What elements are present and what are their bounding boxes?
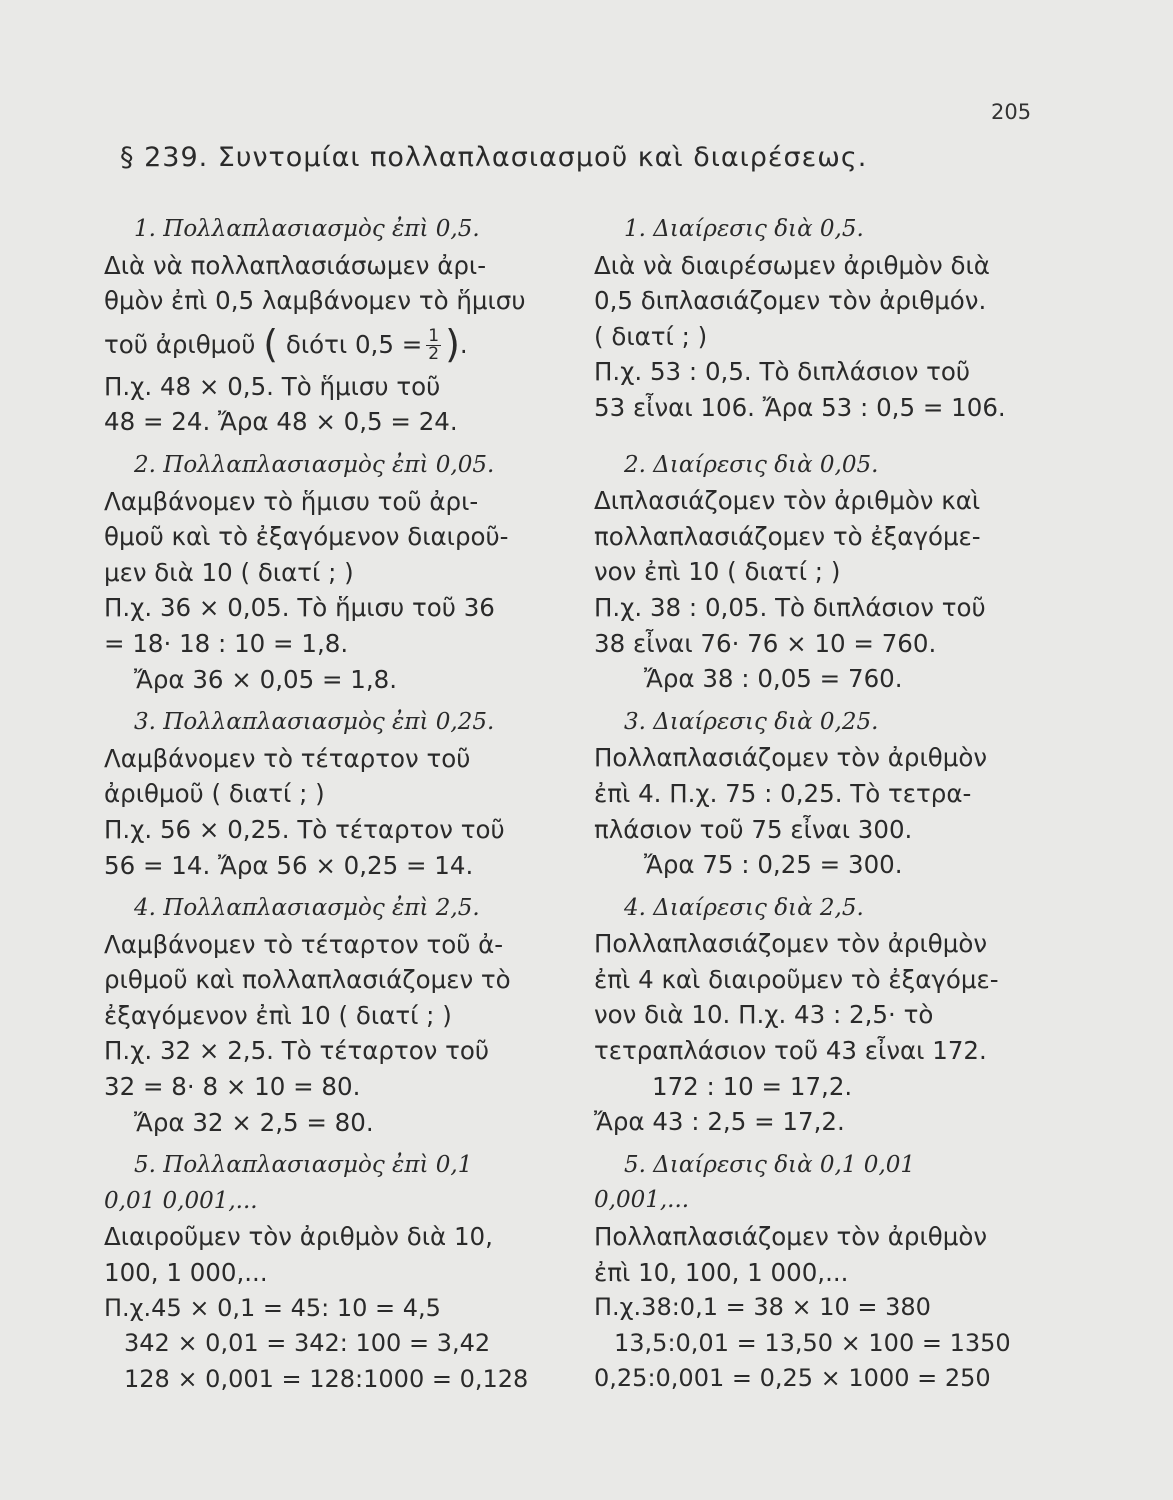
left-text-line: θμοῦ καὶ τὸ ἐξαγόμενον διαιροῦ-: [104, 522, 509, 552]
right-text-line: 0,5 διπλασιάζομεν τὸν ἀριθμόν.: [594, 286, 987, 316]
page-number: 205: [991, 100, 1032, 124]
left-text-line: Λαμβάνομεν τὸ τέταρτον τοῦ ἀ-: [104, 929, 504, 959]
right-calc-line: Π.χ.38:0,1 = 38 × 10 = 380: [594, 1293, 931, 1322]
left-text-line: 56 = 14. Ἄρα 56 × 0,25 = 14.: [104, 850, 474, 880]
right-heading-4: 4. Διαίρεσις διὰ 2,5.: [624, 894, 864, 921]
right-column: [594, 212, 1044, 1397]
left-calc-line: 128 × 0,001 = 128:1000 = 0,128: [124, 1364, 529, 1393]
right-text-line: πολλαπλασιάζομεν τὸ ἐξαγόμε-: [594, 521, 981, 551]
left-heading-4: 4. Πολλαπλασιασμὸς ἐπὶ 2,5.: [134, 895, 480, 922]
fraction-one-half: [426, 328, 441, 363]
right-text-line: Ἄρα 38 : 0,05 = 760.: [644, 664, 903, 694]
left-text-line: Ἄρα 32 × 2,5 = 80.: [134, 1107, 374, 1137]
left-heading-3: 3. Πολλαπλασιασμὸς ἐπὶ 0,25.: [134, 709, 495, 736]
right-heading-2: 2. Διαίρεσις διὰ 0,05.: [624, 451, 879, 478]
right-text-line: πλάσιον τοῦ 75 εἶναι 300.: [594, 814, 913, 844]
right-text-line: Πολλαπλασιάζομεν τὸν ἀριθμὸν: [594, 1222, 988, 1252]
right-text-line: Διπλασιάζομεν τὸν ἀριθμὸν καὶ: [594, 486, 981, 516]
left-text-line: Π.χ. 56 × 0,25. Τὸ τέταρτον τοῦ: [104, 814, 505, 844]
right-heading-5: 5. Διαίρεσις διὰ 0,1 0,01: [624, 1151, 916, 1178]
right-heading-1: 1. Διαίρεσις διὰ 0,5.: [624, 216, 864, 242]
left-heading-1: 1. Πολλαπλασιασμὸς ἐπὶ 0,5.: [134, 216, 480, 242]
right-text-line: 53 εἶναι 106. Ἄρα 53 : 0,5 = 106.: [594, 392, 1006, 422]
right-calc-line: 13,5:0,01 = 13,50 × 100 = 1350: [614, 1328, 1011, 1357]
fraction-suffix: .: [459, 329, 468, 359]
left-text-line: 32 = 8· 8 × 10 = 80.: [104, 1072, 361, 1102]
right-heading-5-cont: 0,001,...: [594, 1187, 690, 1214]
left-text-line: 48 = 24. Ἄρα 48 × 0,5 = 24.: [104, 407, 458, 437]
right-text-line: Ἄρα 75 : 0,25 = 300.: [644, 850, 903, 880]
fraction-numerator: 1: [428, 326, 440, 347]
left-heading-2: 2. Πολλαπλασιασμὸς ἐπὶ 0,05.: [134, 451, 495, 478]
left-text-line: Διὰ νὰ πολλαπλασιάσωμεν ἀρι-: [104, 250, 487, 280]
right-paren: ): [445, 321, 460, 366]
right-text-line: Ἄρα 43 : 2,5 = 17,2.: [594, 1107, 845, 1137]
right-text-line: ἐπὶ 4 καὶ διαιροῦμεν τὸ ἐξαγόμε-: [594, 964, 999, 994]
left-text-line: = 18· 18 : 10 = 1,8.: [104, 628, 349, 658]
left-text-line: Ἄρα 36 × 0,05 = 1,8.: [134, 664, 398, 694]
left-text-line: Λαμβάνομεν τὸ ἥμισυ τοῦ ἀρι-: [104, 486, 479, 516]
right-text-line: Π.χ. 53 : 0,5. Τὸ διπλάσιον τοῦ: [594, 357, 971, 387]
left-paren: (: [263, 321, 279, 366]
left-text-line: Π.χ. 36 × 0,05. Τὸ ἥμισυ τοῦ 36: [104, 593, 495, 623]
right-text-line: Πολλαπλασιάζομεν τὸν ἀριθμὸν: [594, 743, 988, 773]
left-calc-line: Π.χ.45 × 0,1 = 45: 10 = 4,5: [104, 1293, 441, 1322]
left-text-line: ριθμοῦ καὶ πολλαπλασιάζομεν τὸ: [104, 965, 511, 995]
right-text-line: νον ἐπὶ 10 ( διατί ; ): [594, 557, 841, 587]
right-text-line: 172 : 10 = 17,2.: [652, 1071, 853, 1101]
right-text-line: ( διατί ; ): [594, 321, 708, 351]
right-text-line: 38 εἶναι 76· 76 × 10 = 760.: [594, 628, 937, 658]
left-text-line: 100, 1 000,...: [104, 1258, 268, 1288]
right-text-line: νον διὰ 10. Π.χ. 43 : 2,5· τὸ: [594, 1000, 934, 1030]
right-calc-line: 0,25:0,001 = 0,25 × 1000 = 250: [594, 1364, 991, 1393]
right-heading-3: 3. Διαίρεσις διὰ 0,25.: [624, 708, 879, 735]
left-text-line: Λαμβάνομεν τὸ τέταρτον τοῦ: [104, 743, 471, 773]
left-calc-line: 342 × 0,01 = 342: 100 = 3,42: [124, 1329, 491, 1358]
right-text-line: ἐπὶ 10, 100, 1 000,...: [594, 1257, 849, 1287]
left-text-line: μεν διὰ 10 ( διατί ; ): [104, 557, 354, 587]
fraction-denominator: 2: [428, 344, 440, 365]
right-text-line: Π.χ. 38 : 0,05. Τὸ διπλάσιον τοῦ: [594, 592, 986, 622]
right-text-line: Διὰ νὰ διαιρέσωμεν ἀριθμὸν διὰ: [594, 250, 990, 280]
right-text-line: Πολλαπλασιάζομεν τὸν ἀριθμὸν: [594, 929, 988, 959]
right-text-line: τετραπλάσιον τοῦ 43 εἶναι 172.: [594, 1036, 987, 1066]
left-text-line: θμὸν ἐπὶ 0,5 λαμβάνομεν τὸ ἥμισυ: [104, 286, 526, 316]
left-column: [104, 212, 574, 1397]
left-text-line-fraction: [104, 319, 574, 369]
left-text-line: Π.χ. 32 × 2,5. Τὸ τέταρτον τοῦ: [104, 1036, 490, 1066]
left-heading-5: 5. Πολλαπλασιασμὸς ἐπὶ 0,1: [134, 1152, 473, 1179]
fraction-prefix: διότι 0,5 =: [285, 329, 423, 359]
left-text-line: ἐξαγόμενον ἐπὶ 10 ( διατί ; ): [104, 1000, 452, 1030]
right-text-line: ἐπὶ 4. Π.χ. 75 : 0,25. Τὸ τετρα-: [594, 778, 972, 808]
left-text-line: ἀριθμοῦ ( διατί ; ): [104, 779, 325, 809]
left-heading-5-cont: 0,01 0,001,...: [104, 1187, 258, 1214]
section-title: § 239. Συντομίαι πολλαπλασιασμοῦ καὶ διαιρέσεως.: [120, 142, 868, 173]
left-text-line: Π.χ. 48 × 0,5. Τὸ ἥμισυ τοῦ: [104, 371, 441, 401]
fraction-lead-text: τοῦ ἀριθμοῦ: [104, 329, 256, 359]
left-text-line: Διαιροῦμεν τὸν ἀριθμὸν διὰ 10,: [104, 1222, 493, 1252]
